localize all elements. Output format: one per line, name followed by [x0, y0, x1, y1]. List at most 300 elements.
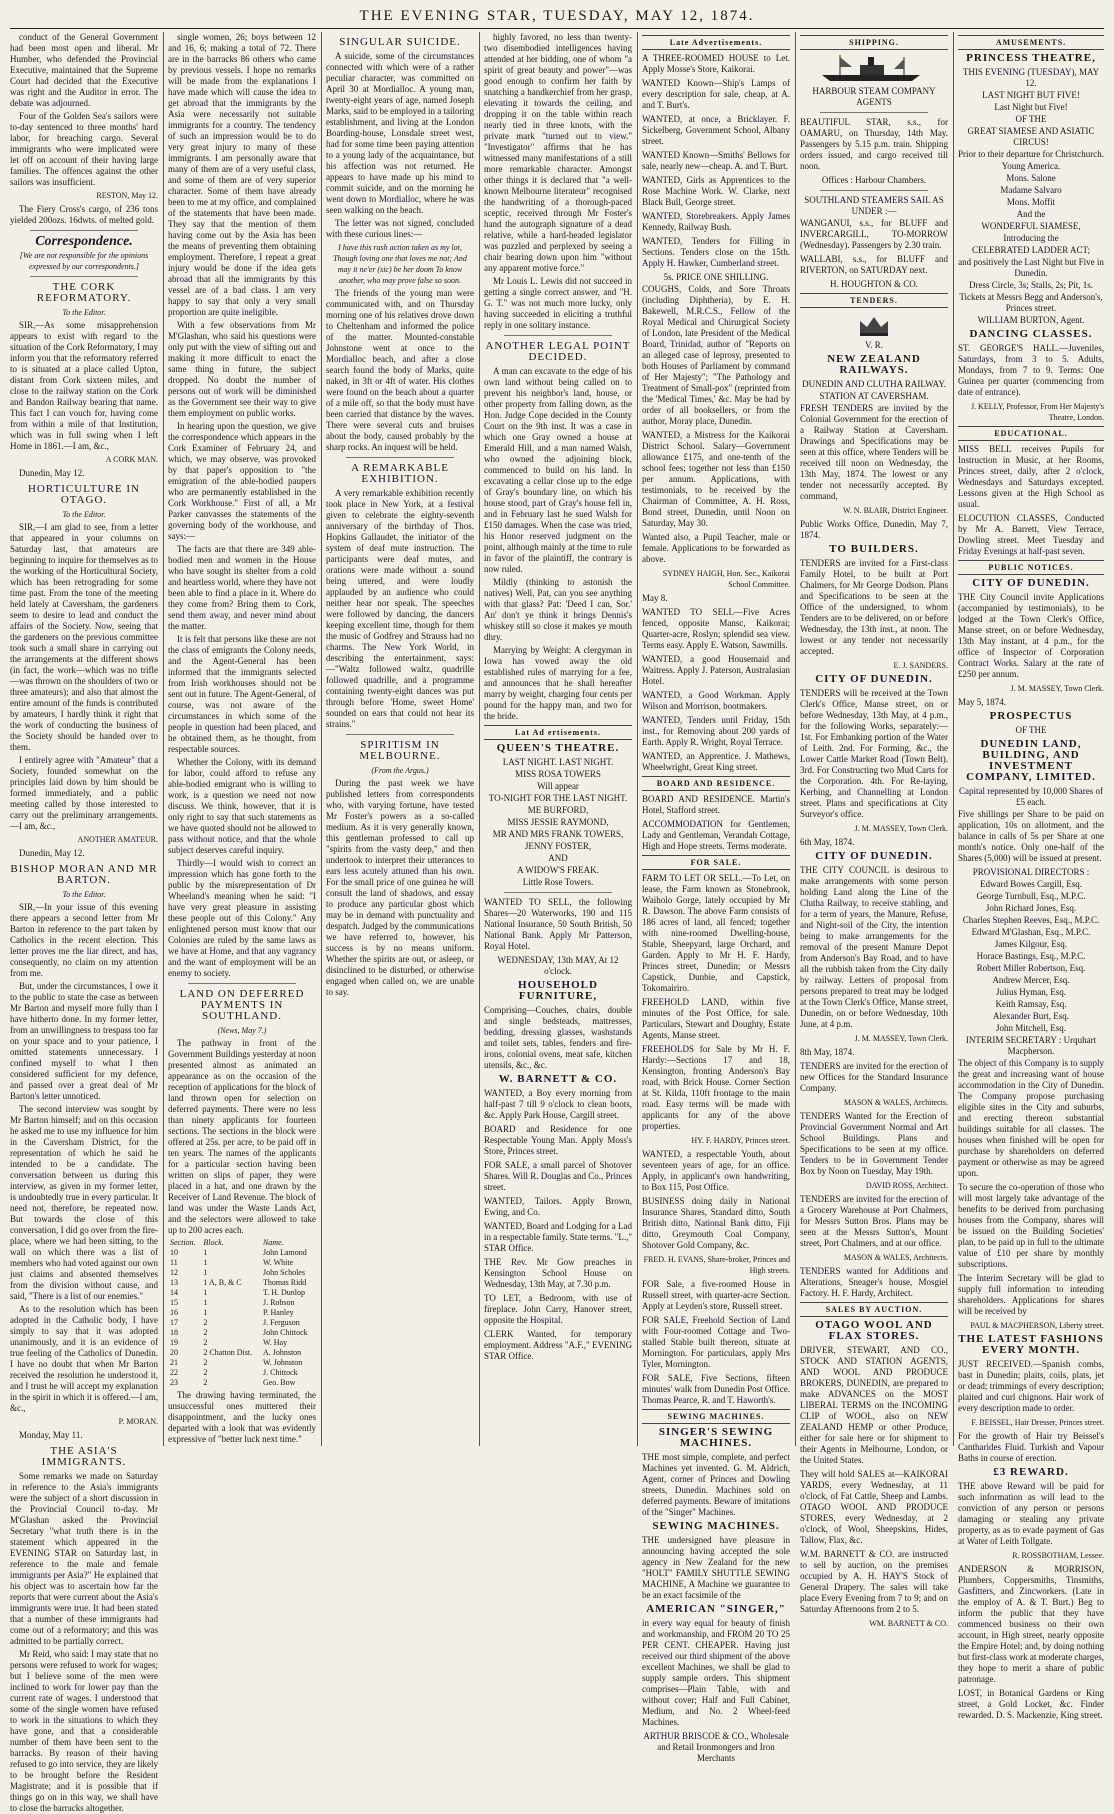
table-cell: W. Hay [262, 1338, 288, 1347]
ad-signature: J. KELLY, Professor, From Her Majesty's Theatre, London. [970, 402, 1104, 422]
tender-ad: TENDERS wanted for Additions and Alterations, Sneager's house, Mosgiel Factory. H. F. Hardy, Architect. [800, 1266, 948, 1298]
letter-paragraph: SIR,—As some misapprehension appears to exist with regard to the situation of the Cork Reformatory, I may inform you that the reformatory referred to is situated at a place called Upton, distant from Cork sixteen miles, and close to the railway station on the Cork and Bandon Railway bearing that name. This fact I can vouch for, having come from within a mile of that Institution, which was in full swing when I left Home in 1861.—I am, &c., [10, 320, 158, 451]
letter-paragraph: As to the resolution which has been adopted in the Catholic body, I have simply to say that it was adopted unanimously, and it is an evidence of true feeling of the Catholics of Dunedin. I have no doubt that when Mr Barton received the resolution he understood it, and I trust he will accept my explanation in the spirit in which it is offered.—I am, &c., [10, 1304, 158, 1413]
divider [30, 276, 138, 277]
ad-title: THE LATEST FASHIONS EVERY MONTH. [958, 1333, 1104, 1356]
article-paragraph: A suicide, some of the circumstances connected with which were of a rather peculiar character, was committed on April 30 at Mordialloc. A young man, twenty-eight years of age, named Joseph Marks, said to be employed in a tailoring establishment, and living at the London Boarding-house, Lonsdale street west, had for some time been paying attention to a young lady of the acquaintance, but his affection was not returned. He appears to have made up his mind to commit suicide, and on the morning he went down to Mordialloc, where he was seen walking on the beach. [326, 51, 474, 215]
classified-ad: ACCOMMODATION for Gentlemen, Lady and Gentleman, Verandah Cottage, High and Hope streets. Terms moderate. [642, 819, 790, 851]
classified-ad: FOR SALE, Five Sections, fifteen minutes' walk from Dunedin Post Office. Thomas Pearce, R. and T. Haworth's. [642, 1373, 790, 1405]
classified-ad: WANTED, Tenders for Filling in Sections. Tenders close on the 15th. Apply H. Hawker, Cumberland street. [642, 236, 790, 268]
column-5 [642, 32, 790, 1763]
classified-ad: COUGHS, Colds, and Sore Throats (including Diphtheria), by E. H. Bakewell, M.R.C.S., Fellow of the Royal Medical and Chirurgical Society of London, late President of the Medical Board, Trinidad, author of "Reports on an alleged case of leprosy, presented to both Houses of Parliament by command of Her Majesty"; "The Pathology and Treatment of Small-pox" (reprinted from the 'Medical Times,' &c. May be had by order of all booksellers, or from the author, Moray place, Dunedin. [642, 284, 790, 426]
classified-ad: WANTED, a good Housemaid and Waitress. Apply J. Paterson, Australasian Hotel. [642, 654, 790, 686]
table-cell: 1 [203, 1258, 208, 1267]
ad-date: Public Works Office, Dunedin, May 7, 1874. [800, 519, 948, 540]
classified-ad: BOARD and Residence for one Respectable Young Man. Apply Moss's Store, Princes street. [484, 1124, 632, 1156]
editor-note: [We are not responsible for the opinions expressed by our correspondents.] [19, 251, 149, 271]
table-cell: W. Johnston [262, 1358, 303, 1367]
table-row [168, 1318, 316, 1328]
column-rule [163, 32, 164, 1446]
director-name: John Mitchell, Esq. [996, 1023, 1066, 1033]
classified-ad: THE above Reward will be paid for such information as will lead to the conviction of any person or persons damaging or stealing any private property, as as to evade payment of Gas at Water of Leith Tollgate. [958, 1481, 1104, 1546]
column-3 [326, 32, 474, 1446]
article-heading: A REMARKABLE EXHIBITION. [351, 462, 449, 485]
section-heading: SHIPPING. [800, 35, 948, 50]
classified-ad: TO LET, a Bedroom, with use of fireplace. John Carry, Hanover street, opposite the Hospital. [484, 1293, 632, 1325]
bill-line: AND [548, 853, 568, 863]
classified-ad: FREEHOLD LAND, within five minutes of the Post Office, for sale. Particulars, Stewart and Doughty, Estate Agents, Manse street. [642, 997, 790, 1040]
classified-ad: WANTED, Tenders until Friday, 15th inst., for Removing about 200 yards of Earth. Apply R. Wright, Royal Terrace. [642, 715, 790, 747]
table-cell: 2 [203, 1328, 208, 1337]
director-name: Charles Stephen Reeves, Esq., M.P.C. [962, 915, 1100, 925]
table-cell: J. Ferguson [262, 1318, 300, 1327]
bill-line: WONDERFUL SIAMESE, [981, 221, 1081, 231]
section-heading: AMUSEMENTS. [958, 35, 1104, 50]
shipping-ad: WALLABI, s.s., for BLUFF and RIVERTON, on SATURDAY next. [800, 254, 948, 275]
auction-ad: They will hold SALES at—KAIKORAI YARDS, every Wednesday, at 11 o'clock, of Fat Cattle, Sheep and Lambs. OTAGO WOOL AND PRODUCE STORES, every Wednesday, at 2 o'clock, of Wool, Sheepskins, Hides, Tallow, Flax, &c. [800, 1469, 948, 1545]
classified-ad: MISS BELL receives Pupils for Instruction in Music, at her Rooms, Princes street, daily, after 2 o'clock, Wednesdays and Saturdays excepted. Lessons given at the High School as usual. [958, 444, 1104, 509]
table-cell: 2 [203, 1378, 208, 1387]
table-row [168, 1338, 316, 1348]
prospectus-text: To secure the co-operation of those who will most largely take advantage of the benefits to be derived from purchasing houses from the Company, shares will be issued on the Building Societies' plan, to be paid up in full to the ultimate value of £10 per share by monthly subscriptions. [958, 1182, 1104, 1269]
ad-signature: F. BEISSEL, Hair Dresser, Princes street. [971, 1418, 1104, 1427]
table-row [168, 1248, 316, 1258]
table-cell: 13 [170, 1278, 178, 1287]
divider [346, 457, 454, 458]
tender-ad: TENDERS are invited for the erection of a Grocery Warehouse at Port Chalmers, for Messrs Sutton Bros. Plans may be seen at the Messrs Sutton's, Mount street, Port Chalmers, and at our office. [800, 1194, 948, 1248]
table-cell: A. Johnston [262, 1348, 302, 1357]
table-cell: 11 [170, 1258, 178, 1267]
table-cell: 23 [170, 1378, 178, 1387]
classified-ad: WANTED TO SELL—Five Acres fenced, opposite Mansc, Kaikorai; Quarter-acre, Roslyn; splendid sea view. Terms easy. Apply E. Watson, Sawmills. [642, 607, 790, 650]
table-cell: Geo. Bow [262, 1378, 296, 1387]
table-cell: John Lamond [262, 1248, 307, 1257]
bill-line: MR AND MRS FRANK TOWERS, [492, 829, 624, 839]
ad-signature: WM. BARNETT & CO. [869, 1619, 948, 1628]
column-2 [168, 32, 316, 1446]
section-heading: TENDERS. [800, 293, 948, 308]
article-paragraph: The Fiery Cross's cargo, of 236 tons yielded 200ozs. 16dwts. of melted gold. [10, 204, 158, 225]
shipping-ad: BEAUTIFUL STAR, s.s., for OAMARU, on Thursday, 14th May. Passengers by 5.15 p.m. train. Shipping orders issued, and cargo received till noon. [800, 117, 948, 171]
ad-title: OTAGO WOOL AND FLAX STORES. [815, 1319, 933, 1342]
table-header-cell: Name. [262, 1238, 284, 1247]
classified-ad: THE Rev. Mr Gow preaches in Kensington School House on Wednesday, 13th May, at 7.30 p.m. [484, 1257, 632, 1289]
classified-ad: WANTED, Storebreakers. Apply James Kennedy, Railway Bush. [642, 211, 790, 232]
shipping-ad: WANGANUI, s.s., for BLUFF and INVERCARGILL, TO-MORROW (Wednesday). Passengers by 2.30 train. [800, 218, 948, 250]
table-cell: 2 [203, 1338, 208, 1347]
bill-line: ME BURFORD, [527, 805, 589, 815]
crown-icon [854, 311, 894, 337]
table-cell: P. Hanley [262, 1308, 294, 1317]
table-cell: 2 Chatton Dist. [203, 1348, 253, 1357]
table-cell: 21 [170, 1358, 178, 1367]
director-name: Edward M'Glashan, Esq., M.P.C. [971, 927, 1091, 937]
article-paragraph: In hearing upon the question, we give the correspondence which appears in the Cork Examiner of February 24, and which, we may observe, was provoked by that paper's opposition to "the emigration of the able-bodied paupers who are permanently established in the Cork Workhouse." First of all, a Mr Parker canvasses the statements of the governing body of the workhouse, and says:— [168, 421, 316, 541]
classified-ad: FOR SALE, Freehold Section of Land with Four-roomed Cottage and Two-stalled Stable built thereon, situate at Mornington. For particulars, apply Mrs Tyler, Mornington. [642, 1315, 790, 1369]
section-heading: BOARD AND RESIDENCE. [642, 776, 790, 791]
article-paragraph: During the past week we have published letters from correspondents who, with varying fortune, have tested Mr Foster's powers as a so-called medium. As it is very generally known, this gentleman professed to call up "spirits from the vasty deep," and then undertook to interpret their utterances to ears less acutely attuned than his own. For the small price of one guinea he will consult the land of shadows, and essay to produce any particular ghost which may be in demand with punctuality and despatch. Judged by the communications we have referred to, however, his success is by no means uniform. Whether the spirits are out, or asleep, or disinclined to be disturbed, or otherwise engaged when called on, we are unable to say. [326, 778, 474, 997]
classified-ad: WANTED, at once, a Bricklayer. F. Sickelberg, Government School, Albany street. [642, 114, 790, 146]
classified-ad: A THREE-ROOMED HOUSE to Let. Apply Mosse's Store, Kaikorai. [642, 53, 790, 74]
article-paragraph: A very remarkable exhibition recently took place in New York, at a festival given to celebrate the eighty-seventh anniversary of the birthday of Thos. Hopkins Gallaudet, the initiator of the system of deaf mute instruction. The participants were deaf mutes, and orations were made without a sound being uttered, and were loudly applauded by an audience who could neither hear nor speak. The speeches were followed by dancing, the dancers keeping excellent time, though for them the music of Godfrey and Strauss had no charms. The New York World, in describing the entertainment, says:—"Waltz followed waltz, quadrille followed quadrille, and a programme containing twenty-eight dances was put through before 'Home, sweet Home' sounded on ears that could not hear its strains." [326, 488, 474, 729]
table-cell: 12 [170, 1268, 178, 1277]
section-heading: Lat Ad ertisements. [484, 725, 632, 740]
article-paragraph: It is felt that persons like these are not the class of emigrants the Colony needs, and the Agent-General has been informed that the immigrants selected from Irish workhouses should not be sent out in future. The Agent-General, of course, was not aware of the circumstances in which some of the people in question had been placed, and he obtained them, as he thought, from respectable sources. [168, 634, 316, 754]
table-cell: 1 A, B, & C [203, 1278, 242, 1287]
classified-ad: LOST, in Botanical Gardens or King street, a Gold Locket, &c. Finder rewarded. D. S. Mackenzie, King street. [958, 1688, 1104, 1720]
article-paragraph: Mildly (thinking to astonish the natives) Well, Pat, can you see anything with that glass? Pat: 'Deed I can, Sor.' An' don't ye think it brings Dennis's whiskey still so close it makes ye mouth dhry. [484, 577, 632, 642]
director-name: Keith Ramsay, Esq. [995, 999, 1067, 1009]
bill-line: A WIDOW'S FREAK. [517, 865, 599, 875]
classified-ad: WANTED, an Apprentice. J. Mathews, Wheelwright, Great King street. [642, 751, 790, 772]
column-6 [800, 32, 948, 1628]
bill-line: Prior to their departure for Christchurch. [958, 149, 1104, 159]
table-cell: 16 [170, 1308, 178, 1317]
article-paragraph: Thirdly—I would wish to correct an impression which has gone forth to the public by the misrepresentation of Dr Wheeland's meaning when he said: "I have very great pleasure in assisting these people out of this Colony." Any enlightened person must know that our Colonies are ruled by the same laws as we have at Home, and that any vagrancy and the want of employment will be an enemy to society. [168, 858, 316, 978]
dateline: RESTON, May 12. [96, 191, 158, 200]
tender-ad: THE CITY COUNCIL is desirous to make arrangements with some person holding Land along the Line of the Clutha Railway, to receive stabling, and for a term of years, the Manure, Refuse, and Night-soil of the City, the intention being to make arrangements for the removal of the present Manure Depot from Anderson's Bay Road, and to have all the rubbish taken from the City daily by railway. Letters of proposal from persons prepared to treat may be lodged at the Town Clerk's Office, Manse street, Dunedin, on or before Wednesday, 10th June, at 4 p.m. [800, 865, 948, 1029]
classified-ad: BOARD AND RESIDENCE. Martin's Hotel, Stafford street. [642, 794, 790, 815]
ad-date: May 5, 1874. [958, 697, 1006, 707]
classified-ad: FREEHOLDS for Sale by Mr H. F. Hardy:—Sections 17 and 18, Kensington, fronting Anderson's Bay road, with Brick House. Corner Section at St. Kilda, 110ft frontage to the main road. Easy terms will be made with applicants for any of the above properties. [642, 1044, 790, 1131]
company-name: DUNEDIN LAND, BUILDING, AND INVESTMENT COMPANY, LIMITED. [966, 738, 1096, 783]
table-cell: 2 [203, 1358, 208, 1367]
public-notice: THE City Council invite Applications (accompanied by testimonials), to be lodged at the Town Clerk's Office, Manse street, on or before Wednesday, 13th May instant, at 4 p.m., for the office of Inspector of Corporation Contract Works. Salary at the rate of £250 per annum. [958, 592, 1104, 679]
table-row [168, 1368, 316, 1378]
article-heading: SINGULAR SUICIDE. [339, 36, 461, 48]
article-source: (News, May 7.) [217, 1026, 267, 1035]
ad-title: CITY OF DUNEDIN. [972, 577, 1090, 589]
section-heading: Late Advertisements. [642, 35, 790, 50]
ad-title: PROSPECTUS [989, 710, 1073, 722]
bill-line: LAST NIGHT. LAST NIGHT. [502, 757, 614, 767]
ad-title: SINGER'S SEWING MACHINES. [658, 1426, 774, 1449]
ad-subtitle: DUNEDIN AND CLUTHA RAILWAY. [802, 379, 946, 389]
table-cell: 1 [203, 1298, 208, 1307]
classified-ad: THE most simple, complete, and perfect Machines yet invented. G. M. Aldrich, Agent, corner of Princes and Dowling streets, Dunedin. Machines sold on deferred payments. Beware of imitations of the "Singer" Machines. [642, 1452, 790, 1517]
divider [504, 892, 612, 893]
bill-line: Tickets at Messrs Begg and Anderson's, Princes street. [959, 292, 1103, 313]
section-heading: EDUCATIONAL. [958, 426, 1104, 441]
classified-ad: BUSINESS doing daily in National Insurance Shares, Standard ditto, South British ditto, National Bank ditto, Fiji ditto, Greymouth Coal Company, Shotover Gold Company, &c. [642, 1196, 790, 1250]
letter-paragraph: But, under the circumstances, I owe it to the public to state the case as between Mr Barton and myself more fully than I have hitherto done. In my former letter, from an unwillingness to trespass too far on your space and to your patience, I omitted statements unnecessary. I confined myself to what I then considered sufficient for my defence, and passed over a great deal of Mr Barton's letter unnoticed. [10, 981, 158, 1101]
letter-salutation: To the Editor. [62, 890, 106, 899]
article-paragraph: Four of the Golden Sea's sailors were to-day sentenced to three months' hard labor, for breaching cargo. Several immigrants who were implicated were let off on account of their having large families. The offences against the other sailors was insufficient. [10, 111, 158, 187]
letter-signature: A CORK MAN. [105, 455, 158, 464]
classified-ad: WANTED Known—Smiths' Bellows for sale, nearly new—cheap. A. and T. Burt. [642, 150, 790, 171]
interim-secretary: INTERIM SECRETARY : Urquhart Macpherson. [965, 1035, 1097, 1056]
classified-ad: JUST RECEIVED.—Spanish combs, bast in Dunedin; plaits, coils, plats, jet or dead; trimmings of every description; plaited and curl chignons. Hair work of every description made to order. [958, 1359, 1104, 1413]
table-cell: 2 [203, 1318, 208, 1327]
capital-line: Capital represented by 10,000 Shares of £5 each. [959, 786, 1103, 807]
bill-line: and positively the Last Night but Five in Dunedin. [958, 257, 1104, 278]
land-allocation-table [168, 1238, 316, 1388]
section-heading: SALES BY AUCTION. [800, 1302, 948, 1317]
director-name: Edward Bowes Cargill, Esq. [979, 879, 1083, 889]
masthead: THE EVENING STAR, TUESDAY, MAY 12, 1874. [359, 8, 755, 24]
directors-list [958, 879, 1104, 1034]
table-row [168, 1278, 316, 1288]
ad-title: CITY OF DUNEDIN. [815, 673, 933, 685]
ad-signature: J. M. MASSEY, Town Clerk. [854, 824, 948, 833]
bill-line: LAST NIGHT BUT FIVE! [982, 90, 1080, 100]
ad-subtitle: OF THE [1015, 725, 1047, 735]
column-1 [10, 32, 158, 1813]
tender-ad: TENDERS are invited for a First-class Family Hotel, to be built at Port Chalmers, for Mr George Dodson. Plans and Specifications to be seen at the Office of the undersigned, to whom Tenders are to be delivered, on or before Wednesday, the 13th inst., at noon. The lowest or any tender not necessarily accepted. [800, 558, 948, 656]
column-7 [958, 32, 1104, 1720]
article-paragraph: Marrying by Weight: A clergyman in Iowa has vowed away the old established rules of marrying for a fee, and announces that he shall hereafter marry by weight, charging four cents per pound for the happy man, and two for the bride. [484, 645, 632, 721]
article-paragraph: The friends of the young man were communicated with, and on Thursday morning one of his relatives drove down to Cheltenham and informed the police of the matter. Mounted-constable Johnstone went at once to the Mordialloc beach, and after a close search found the body of Marks, quite naked, in 3ft or 4ft of water. His clothes were found on the beach about a quarter of a mile off, so that the body must have been carried that distance by the waves. There were several cuts and bruises about the body, caused probably by the sharp rocks. An inquest will be held. [326, 288, 474, 452]
letter-heading: THE CORK REFORMATORY. [36, 281, 132, 304]
letter-salutation: To the Editor. [62, 510, 106, 519]
bill-line: MISS JESSIE RAYMOND, [507, 817, 609, 827]
ad-signature: W. N. BLAIR, District Engineer. [842, 506, 948, 515]
auction-ad: W.M. BARNETT & CO. are instructed to sell by auction, on the premises occupied by A. H. HAY'S Stock of General Drapery. The sales will take place Every Evening from 7 to 9; and on Saturday Afternoons from 2 to 5. [800, 1549, 948, 1614]
bill-line: GREAT SIAMESE AND ASIATIC CIRCUS! [967, 126, 1095, 147]
ad-signature: H. HOUGHTON & CO. [829, 279, 919, 289]
ad-signature: MASON & WALES, Architects. [843, 1098, 948, 1107]
tender-ad: FRESH TENDERS are invited by the Colonial Government for the erection of a Railway Station at Caversham. Drawings and Specifications may be seen at this office, where Tenders will be received till noon on Wednesday, the 13th May, 1874. The lowest or any tender not necessarily accepted. By command, [800, 403, 948, 501]
ad-date: May 8. [642, 593, 668, 603]
ad-title: SEWING MACHINES. [652, 1520, 780, 1532]
column-4 [484, 32, 632, 1446]
prospectus-text: The object of this Company is to supply the great and increasing want of house accommodation in the City of Dunedin. The Company propose purchasing eligible sites in the City and suburbs, and erecting thereon substantial buildings suitable for all classes. The houses when finished will be open for purchase by shareholders on deferred payment or otherwise as may be agreed upon. [958, 1058, 1104, 1178]
letter-salutation: To the Editor. [62, 308, 106, 317]
ad-signature: J. M. MASSEY, Town Clerk. [1010, 684, 1104, 693]
table-cell: John Scholes [262, 1268, 305, 1277]
article-heading: LAND ON DEFERRED PAYMENTS IN SOUTHLAND. [179, 988, 305, 1022]
ad-title: DANCING CLASSES. [969, 328, 1093, 340]
table-header-cell: Block. [203, 1238, 224, 1247]
classified-ad: WANTED, Board and Lodging for a Lad in a respectable family. State terms. "L.," STAR Office. [484, 1221, 632, 1253]
article-paragraph: Some remarks we made on Saturday in reference to the Asia's immigrants were the subject of a short discussion in the Provincial Council to-day. Mr M'Glashan asked the Provincial Secretary "what truth there is in the statement which appeared in the EVENING STAR on Saturday last, in reference to the male and female immigrants per Asia?" He explained that his object was to ascertain how far the reports that were current about the Asia's immigrants were true. It had been stated that a number of these immigrants had come out of a reformatory; and this was admitted to be partially correct. [10, 1471, 158, 1646]
ad-signature: DAVID ROSS, Architect. [865, 1181, 948, 1190]
table-cell: 1 [203, 1248, 208, 1257]
ad-signature: E. J. SANDERS. [893, 661, 948, 670]
article-heading: SPIRITISM IN MELBOURNE. [359, 739, 441, 762]
classified-ad: WANTED, a Mistress for the Kaikorai District School. Salary—Government allowance £175, and one-tenth of the school fees; together not less than £150 per annum. Applications, with testimonials, to be received by the Chairman of Committee, A. H. Ross, Bond street, Dunedin, until Noon on Saturday, May 30. [642, 430, 790, 528]
ad-signature: MASON & WALES, Architects. [843, 1253, 948, 1262]
ad-title: NEW ZEALAND RAILWAYS. [827, 353, 921, 376]
classified-ad: CLERK Wanted, for temporary employment. Address "A.F.," EVENING STAR Office. [484, 1329, 632, 1361]
table-cell: 22 [170, 1368, 178, 1377]
divider [188, 983, 296, 984]
table-row [168, 1358, 316, 1368]
table-cell: 1 [203, 1288, 208, 1297]
article-paragraph: A man can excavate to the edge of his own land without being called on to prevent his neighbor's land, house, or other property from falling down, as the Hon. Judge Cope decided in the County Court on the 9th inst. It was a case in which one Gray owned a house at Emerald Hill, and a man named Walsh, who owned the adjoining block, commenced to build on his land. In excavating a cellar close up to the edge of Gray's boundary line, on which his house stood, part of Gray's house fell in, and in February last he sued Walsh for £150 damages. When the case was tried, his Honor reserved judgment on the point, although mainly at the time to rule in favor of the plaintiff, the contrary is now ruled. [484, 366, 632, 574]
ad-date: 8th May, 1874. [800, 1047, 855, 1057]
column-rule [795, 32, 796, 1446]
classified-ad: WANTED, a Boy every morning from half-past 7 till 9 o'clock to clean boots, &c. Apply Park House, Cargill street. [484, 1088, 632, 1120]
table-row [168, 1348, 316, 1358]
classified-ad: ELOCUTION CLASSES, Conducted by Mr A. Barrett, View Terrace, Dowling street. Meet Tuesday and Friday Evenings at half-past seven. [958, 513, 1104, 556]
article-paragraph: Mr Louis L. Lewis did not succeed in getting a single correct answer, and "H. G. T." was not much more lucky, only having succeeded in eliciting a truthful reply in one solitary instance. [484, 276, 632, 330]
article-paragraph: The drawing having terminated, the unsuccessful ones muttered their disappointment, and the lucky ones departed with a look that was evidently expressive of "better luck next time." [168, 1390, 316, 1444]
director-name: John Richard Jones, Esq. [985, 903, 1077, 913]
table-row [168, 1288, 316, 1298]
table-cell: 15 [170, 1298, 178, 1307]
article-heading: THE ASIA'S IMMIGRANTS. [41, 1445, 127, 1468]
bill-line: Introducing the [1003, 233, 1059, 243]
table-cell: 14 [170, 1288, 178, 1297]
bill-line: TO-NIGHT FOR THE LAST NIGHT. [488, 793, 628, 803]
tender-ad: TENDERS are invited for the erection of new Offices for the Standard Insurance Company. [800, 1061, 948, 1093]
ad-signature: HY. F. HARDY, Princes street. [691, 1136, 790, 1145]
table-row [168, 1308, 316, 1318]
section-heading: SEWING MACHINES. [642, 1409, 790, 1424]
divider [30, 230, 138, 231]
letter-signature: P. MORAN. [118, 1417, 158, 1426]
letter-heading: BISHOP MORAN AND MR BARTON. [10, 863, 158, 886]
bill-line: WILLIAM BURTON, Agent. [977, 315, 1085, 325]
ad-title: TO BUILDERS. [829, 543, 919, 555]
letter-paragraph: SIR,—I am glad to see, from a letter that appeared in your columns on Saturday last, that amateurs are beginning to inquire for themselves as to the working of the Horticultural Society, which has been retrograding for some time past. From the tone of the meeting held lately at Caversham, the gardeners seem to desire to lead and conduct the affairs of the Society. Now, seeing that the gardeners on the previous committee took such a small share in carrying out the arrangements at the different shows (in fact, the work—which was no trifle—was thrown on the shoulders of two or three amateurs); and also that almost the entire amount of the funds is contributed by amateurs, I hardly think it right that the work of conducting the business of the Society should be handed over to them. [10, 522, 158, 752]
ad-signature: R. ROSSBOTHAM, Lessee. [1012, 1551, 1104, 1560]
article-heading: ANOTHER LEGAL POINT DECIDED. [485, 340, 631, 363]
auction-ad: DRIVER, STEWART, AND CO., STOCK AND STATION AGENTS, AND WOOL AND PRODUCE BROKERS, DUNEDIN, are prepared to make ADVANCES on the MOST LIBERAL TERMS on the INCOMING CLIP of WOOL, also on NEW ZEALAND HEMP or other Produce, either for sale here or for shipment to their Agents in Melbourne, London, or the United States. [800, 1345, 948, 1465]
article-paragraph: Mr Reid, who said: I may state that no persons were refused to work for wages; but I believe some of the men were inclined to work for lower pay than the current rate of wages. I understood that some of the single women have refused to work in the situations to which they have gone, and that a considerable number of them have been sent to the barracks. By reason of their having refused to go into service, they are likely to be brought before the Resident Magistrate; and it is possible that if things go on in this way, we shall have to close the barracks altogether. [10, 1649, 158, 1813]
bill-line: And the [1016, 209, 1046, 219]
ad-signature: J. M. MASSEY, Town Clerk. [854, 1034, 948, 1043]
ad-signature: SYDNEY HAIGH, Hon. Sec., Kaikorai School Committee. [662, 569, 790, 589]
letter-heading: HORTICULTURE IN OTAGO. [27, 483, 140, 506]
director-name: James Kilgour, Esq. [994, 939, 1068, 949]
article-paragraph: Whether the Colony, with its demand for labor, could afford to refuse any able-bodied emigrant who is willing to work, is a question we need not now discuss. We think, however, that it is only right to say that such statements as we have quoted should not be allowed to pass without notice, and that the whole subject deserves careful inquiry. [168, 757, 316, 855]
prospectus-text: The Interim Secretary will be glad to supply full information to intending shareholders. Applications for shares will be received by [958, 1273, 1104, 1316]
bill-line: Last Night but Five! [994, 102, 1068, 112]
section-heading: FOR SALE. [642, 855, 790, 870]
article-paragraph: highly favored, no less than twenty-two disembodied intelligences having attended at her bidding, one of whom "a spirit of great beauty and power"—was good enough to confirm her faith by snatching a handkerchief from her grasp, elevating it towards the ceiling, and dropping it on the table within reach nearly tied in three knots, with the private mark "turned out to view." "Investigator" affirms that he has witnessed many manifestations of a still more remarkable character. Amongst other things it is declared that "a well-known Melbourne literateur" recognised the handwriting of a thorough-paced sceptic, received through Mr Foster's hand the autograph signature of a dead relative, while a hard-headed legislator was puzzled and perplexed by seeing a chair bearing down upon him "without any apparent motive force." [484, 32, 632, 273]
letter-date: Monday, May 11. [19, 1430, 83, 1440]
classified-ad: ANDERSON & MORRISON, Plumbers, Coppersmiths, Tinsmiths, Gasfitters, and Zincworkers. (Late in the employ of A. & T. Burt.) Beg to inform the public that they have commenced business on their own account, in High street, nearly opposite the Empire Hotel; and, by doing nothing but first-class work at moderate charges, they hope to merit a share of public patronage. [958, 1564, 1104, 1684]
bill-line: Young America. [1001, 161, 1061, 171]
table-cell: 18 [170, 1328, 178, 1337]
prospectus-text: Five shillings per Share to be paid on application, 10s on allotment, and the balance in calls of 5s per Share at one month's notice. Only one-half of the Shares (5,000) will be issued at present. [958, 809, 1104, 863]
table-cell: 17 [170, 1318, 178, 1327]
price-line: 5s. PRICE ONE SHILLING. [663, 272, 769, 282]
classified-ad: FOR Sale, a five-roomed House in Russell street, with quarter-acre Section. Apply at Leyden's store, Russell street. [642, 1279, 790, 1311]
table-cell: 2 [203, 1368, 208, 1377]
table-header-cell: Section. [170, 1238, 196, 1247]
table-cell: J. Chittock [262, 1368, 298, 1377]
letter-paragraph: I entirely agree with "Amateur" that a Society, founded somewhat on the principles laid down by him should be formed immediately, and a public meeting called by those interested to carry out the preliminary arrangements.—I am, &c., [10, 755, 158, 831]
tender-ad: TENDERS will be received at the Town Clerk's Office, Manse street, on or before Wednesday, 13th May, at 4 p.m., for the following Works, separately:—1st. For Embanking portion of the Water of Leith. 2nd. For Forming, &c., the Lower Cattle Market Road (Town Belt). 3rd. For Constructing two Mud Carts for the Corporation. 4th. For Re-laying, Kerbing, and Channelling at London street. Plans and specifications at City Surveyor's office. [800, 688, 948, 819]
section-heading: PUBLIC NOTICES. [958, 560, 1104, 575]
letter-signature: ANOTHER AMATEUR. [77, 835, 158, 844]
ad-signature: ARTHUR BRISCOE & CO., Wholesale and Retail Ironmongers and Iron Merchants [643, 1731, 789, 1763]
divider [820, 190, 928, 191]
divider [346, 734, 454, 735]
auction-date: WEDNESDAY, 13th MAY, At 12 o'clock. [497, 955, 619, 976]
classified-ad: THE undersigned have pleasure in announcing having accepted the sole agency in New Zealand for the new "HOLT" FAMILY SHUTTLE SEWING MACHINE, A Machine we guarantee to be an exact facsimile of the [642, 1535, 790, 1600]
director-name: Alexander Burt, Esq. [993, 1011, 1069, 1021]
ad-signature: FRED. H. EVANS, Share-broker, Princes and High streets. [643, 1255, 790, 1275]
ad-title: SOUTHLAND STEAMERS SAIL AS UNDER :— [804, 195, 944, 216]
letter-date: Dunedin, May 12. [19, 468, 85, 478]
bill-line: THIS EVENING (TUESDAY), MAY 12. [962, 67, 1100, 88]
ad-title: £3 REWARD. [993, 1466, 1069, 1478]
bill-line: Dress Circle, 3s; Stalls, 2s; Pit, 1s. [968, 280, 1093, 290]
table-row [168, 1258, 316, 1268]
letter-paragraph: SIR,—In your issue of this evening there appears a second letter from Mr Barton in reference to the part taken by Catholics in the recent election. This letter proves me the liar direct, and has, consequently, no claim on my attention from me. [10, 902, 158, 978]
article-paragraph: With a few observations from Mr M'Glashan, who said his questions were only put with the view of sifting out and making it more difficult to enact the same thing in future, the subject dropped. No doubt the number of persons out of work will be diminished as the Government see their way to give them employment on public works. [168, 320, 316, 418]
classified-ad: WANTED TO SELL, the following Shares—20 Waterworks, 190 and 115 National Insurance, 50 South British, 50 National Bank. Apply Mr Patterson, Royal Hotel. [484, 897, 632, 951]
table-row [168, 1298, 316, 1308]
agent-name: HARBOUR STEAM COMPANY AGENTS [812, 86, 936, 107]
bill-line: CELEBRATED LADDER ACT; [971, 245, 1090, 255]
office-address: Offices : Harbour Chambers. [821, 175, 927, 185]
bill-line: Mons. Moffit [1006, 197, 1056, 207]
divider [820, 112, 928, 113]
classified-ad: WANTED, Tailors. Apply Brown, Ewing, and Co. [484, 1196, 632, 1217]
table-cell: J. Robson [262, 1298, 295, 1307]
section-heading: Correspondence. [35, 234, 133, 249]
table-cell: 10 [170, 1248, 178, 1257]
bill-line: Will appear [537, 781, 579, 791]
bill-line: Madame Salvaro [1000, 185, 1062, 195]
table-cell: W. White [262, 1258, 294, 1267]
ad-signature: PAUL & MACPHERSON, Liberty street. [970, 1321, 1104, 1330]
auctioneer: W. BARNETT & CO. [498, 1073, 618, 1085]
table-cell: 19 [170, 1338, 178, 1347]
bill-line: Mons. Salone [1006, 173, 1056, 183]
theatre-title: QUEEN'S THEATRE. [496, 742, 620, 754]
table-row [168, 1378, 316, 1388]
article-source: (From the Argus.) [371, 766, 429, 775]
classified-ad: WANTED Known—Ship's Lamps of every description for sale, cheap, at A. and T. Burt's. [642, 78, 790, 110]
ad-title: CITY OF DUNEDIN. [815, 850, 933, 862]
table-cell: 1 [203, 1308, 208, 1317]
theatre-bill [484, 757, 632, 888]
table-cell: 20 [170, 1348, 178, 1357]
column-rule [953, 32, 954, 1446]
article-paragraph: single women, 26; boys between 12 and 16, 6; making a total of 72. There are in the barracks 86 others who came by previous vessels. I hope no remarks will be made from the explanations I have made which will cause the idea to get abroad that the immigrants by the Asia were necessarily not suitable immigrants for a country. The tendency of such an impression would be to do very great injury to many of these immigrants. I am personally aware that many of them are of a very useful class, and some of them are of very superior character. Some of them have already been to me at my office, and complained of the statements that have been made. They say that the mention of them having come out by the Asia has been the means of preventing them obtaining employment. Therefore, I repeat a great injury would be done if the idea gets abroad that all the immigrants by this vessel are of a bad class. I am very happy to say that only a very small proportion are quite ineligible. [168, 32, 316, 317]
bill-line: Little Rose Towers. [522, 877, 594, 887]
column-rule [637, 32, 638, 1446]
classified-ad: WANTED, a respectable Youth, about seventeen years of age, for an office. Apply, in applicant's own handwriting, to Box 115, Post Office. [642, 1149, 790, 1192]
director-name: Julius Hyman, Esq. [995, 987, 1066, 997]
article-paragraph: The letter was not signed, concluded with these curious lines:— [326, 218, 474, 239]
tender-ad: TENDERS Wanted for the Erection of Provincial Government Normal and Art School Buildings. Plans and Specifications to be seen at my office. Tenders to be in Government Tender Box by Noon on Tuesday, May 19th. [800, 1111, 948, 1176]
steamship-icon [800, 53, 948, 83]
table-row [168, 1328, 316, 1338]
ad-title: AMERICAN "SINGER," [646, 1603, 786, 1615]
bill-line: OF THE [1015, 114, 1047, 124]
classified-ad: in every way equal for beauty of finish and workmanship, and FROM 20 TO 25 PER CENT. CHEAPER. Having just received our third shipment of the above excellent Machines, we shall be glad to supply sample orders. This shipment comprises—Plain Table, with and without cover; Half and Full Cabinet, Medium, and No. 2 Wheel-feed Machines. [642, 1618, 790, 1727]
classified-ad: FOR SALE, a small parcel of Shotover Shares. Will R. Douglas and Co., Princes street. [484, 1160, 632, 1192]
classified-ad: WANTED, a Good Workman. Apply Wilson and Morrison, bootmakers. [642, 690, 790, 711]
article-paragraph: The pathway in front of the Government Buildings yesterday at noon presented almost as animated an appearance as on the occasion of the reception of applications for the block of land thrown open for selection on deferred payments. There were no less than ninety applicants for fourteen sections. The sections in the block were offered at 25s. per acre, to be paid off in ten years. The names of the applicants for a particular section having been written on slips of paper, they were placed in a hat, and one drawn by the Receiver of Land Revenue. The block of land was under the Waste Lands Act, and the selectors were allowed to take up to 200 acres each. [168, 1038, 316, 1235]
column-rule [479, 32, 480, 1446]
table-cell: Thomas Ridd [262, 1278, 307, 1287]
article-paragraph: The facts are that there are 349 able-bodied men and women in the House who have sought its shelter from a cold and heartless world, where they have not been able to find a place in it. Where do they come from? Bring them to Cork, send them away, and never mind about the matter. [168, 544, 316, 631]
classified-ad: WANTED, Girls as Apprentices to the Rose Machine Work. W. Clarke, next Black Bull, George street. [642, 175, 790, 207]
royal-cipher: V. R. [864, 340, 884, 350]
auction-body: Comprising—Couches, chairs, double and single bedsteads, mattresses, bedding, dressing glasses, washstands and toilet sets, tables, fenders and fire-irons, colonial ovens, meat safe, kitchen utensils, &c., &c. [484, 1005, 632, 1070]
article-paragraph: conduct of the General Government had been most open and liberal. Mr Humber, who defended the Provincial Executive, maintained that the Supreme Court had decided that the Executive was right and the Auditor in error. The debate was adjourned. [10, 32, 158, 108]
classified-ad: FARM TO LET OR SELL.—To Let, on lease, the Farm known as Stonebrook, Waiholo Gorge, lately occupied by Mr R. Dawson. The above Farm consists of 186 acres of land, all fenced; together with nine-roomed Dwelling-house, Stable, Sheepyard, large Orchard, and Garden. Apply to Mr H. F. Hardy, Princes street, Dunedin; or Messrs Capstick, Dunbie, and Capstick, Tokomairiro. [642, 873, 790, 993]
bill-line: MISS ROSA TOWERS [515, 769, 601, 779]
verse: I have this rash action taken as my lot, Though loving one that loves me not; And may it ne'er (sic) be her doom To know another, who may prove false so soon. [333, 243, 467, 285]
ad-subtitle: STATION AT CAVERSHAM. [819, 391, 929, 401]
director-name: Robert Miller Robertson, Esq. [976, 963, 1086, 973]
directors-heading: PROVISIONAL DIRECTORS : [972, 867, 1090, 877]
masthead-rule [10, 28, 1104, 29]
classified-ad: Wanted also, a Pupil Teacher, male or female. Applications to be forwarded as above. [642, 532, 790, 564]
director-name: Horace Bastings, Esq., M.P.C. [976, 951, 1086, 961]
letter-date: Dunedin, May 12. [19, 848, 85, 858]
theatre-title: PRINCESS THEATRE, [966, 52, 1096, 64]
